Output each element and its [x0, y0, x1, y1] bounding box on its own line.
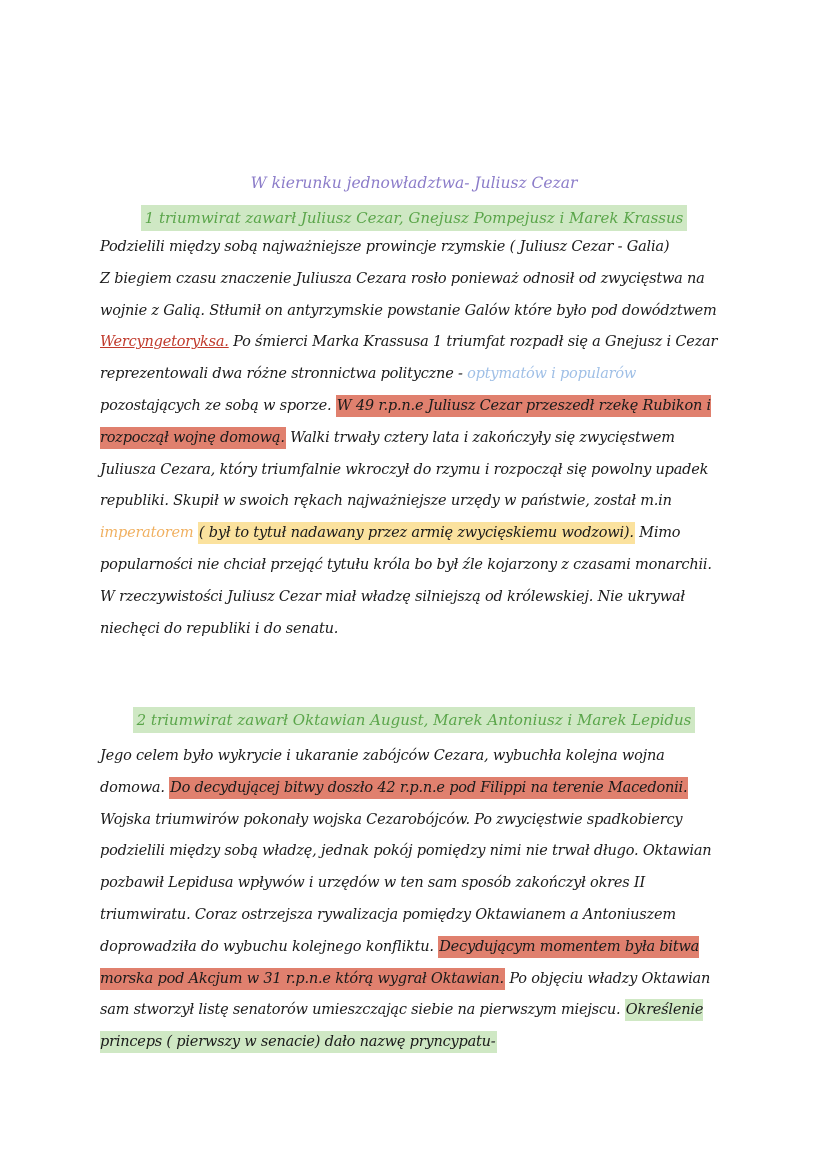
akcjum-highlight: Decydującym momentem była bitwa morska pod Akcjum w 31 r.p.n.e którą wygrał Oktawian.: [100, 936, 699, 990]
text-run: Po objęciu władzy Oktawian sam stworzył listę senatorów umieszczając siebie na pierwszym miejscu.: [100, 970, 711, 1019]
section2-subtitle-wrap: [0, 707, 828, 733]
wercyngetoryks-highlight: Wercyngetoryksa.: [100, 334, 229, 351]
text-run: Po śmierci Marka Krassusa 1 triumfat rozpadł się a Gnejusz i Cezar reprezentowali dwa różne stronnictwa polityczne -: [100, 334, 718, 383]
rubikon-highlight: W 49 r.p.n.e Juliusz Cezar przeszedł rzekę Rubikon i rozpoczął wojnę domową.: [100, 395, 711, 449]
section1-subtitle-wrap: [0, 205, 828, 231]
filippi-highlight: Do decydującej bitwy doszło 42 r.p.n.e pod Filippi na terenie Macedonii.: [169, 777, 688, 799]
section1-paragraph-1: Podzielili między sobą najważniejsze prowincje rzymskie ( Juliusz Cezar - Galia): [100, 239, 670, 255]
section1-body: [100, 232, 730, 645]
section2-body: [100, 741, 730, 1059]
page-title: W kierunku jednowładztwa- Juliusz Cezar: [250, 174, 578, 192]
section1-paragraph-2: [100, 264, 730, 646]
optymatow-popularow-highlight: optymatów i popularów: [467, 366, 637, 383]
text-run: Wojska triumwirów pokonały wojska Cezarobójców. Po zwycięstwie spadkobiercy podzielili między sobą władzę, jednak pokój pomiędzy nimi nie trwał długo. Oktawian pozbawił Lepidusa wpływów i urzędów w ten sam sposób zakończył okres II triumwiratu. Coraz ostrzejsza rywalizacja pomiędzy Oktawianem a Antoniuszem doprowadziła do wybuchu kolejnego konfliktu.: [100, 811, 712, 955]
text-run: Walki trwały cztery lata i zakończyły się zwycięstwem Juliusza Cezara, który triumfalnie wkroczył do rzymu i rozpoczął się powolny upadek republiki. Skupił w swoich rękach najważniejsze urzędy w państwie, został m.in: [100, 429, 709, 510]
princeps-highlight: Określenie princeps ( pierwszy w senacie) dało nazwę pryncypatu-: [100, 999, 703, 1053]
section1-subtitle: 1 triumwirat zawarł Juliusz Cezar, Gnejusz Pompejusz i Marek Krassus: [141, 205, 688, 231]
text-run: Z biegiem czasu znaczenie Juliusza Cezara rosło ponieważ odnosił od zwycięstwa na wojnie z Galią. Stłumił on antyrzymskie powstanie Galów które było pod dowództwem: [100, 270, 717, 319]
tytul-highlight: ( był to tytuł nadawany przez armię zwycięskiemu wodzowi).: [198, 522, 635, 544]
section2-subtitle: 2 triumwirat zawarł Oktawian August, Marek Antoniusz i Marek Lepidus: [133, 707, 696, 733]
text-run: pozostających ze sobą w sporze.: [100, 397, 336, 414]
text-run: Jego celem było wykrycie i ukaranie zabójców Cezara, wybuchła kolejna wojna domowa.: [100, 748, 665, 796]
text-run: Mimo popularności nie chciał przejąć tytułu króla bo był źle kojarzony z czasami monarchii. W rzeczywistości Juliusz Cezar miał władzę silniejszą od królewskiej. Nie ukrywał niechęci do republiki i do senatu.: [100, 525, 712, 637]
imperatorem-highlight: imperatorem: [100, 525, 194, 542]
section2-paragraph: [100, 741, 730, 1059]
